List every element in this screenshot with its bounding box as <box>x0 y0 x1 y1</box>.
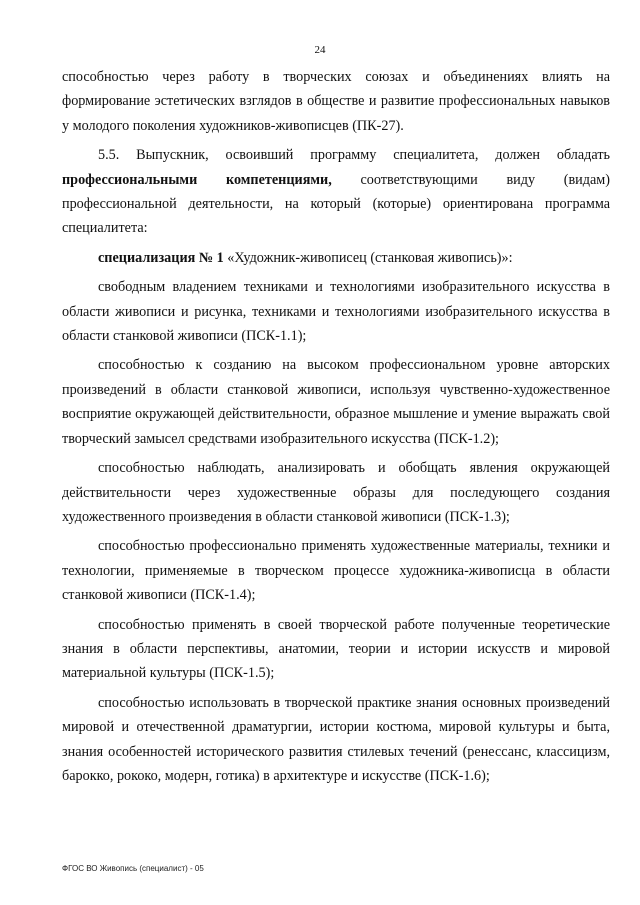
paragraph-psk-1-1: свободным владением техниками и технологиями изобразительного искусства в области живописи и рисунка, техниками и технологиями изобразительного искусства в области станковой живописи (ПСК-1.1); <box>62 279 610 345</box>
paragraph-psk-1-4: способностью профессионально применять художественные материалы, техники и технологии, применяемые в творческом процессе художника-живописца в области станковой живописи (ПСК-1.4); <box>62 538 610 604</box>
paragraph-psk-1-3: способностью наблюдать, анализировать и обобщать явления окружающей действительности через художественные образы для последующего создания художественного произведения в области станковой живописи (ПСК-1.3); <box>62 460 610 525</box>
paragraph-5-5-bold: профессиональными компетенциями, <box>62 171 332 188</box>
paragraph-5-5 <box>62 143 610 241</box>
paragraph-psk-1-5: способностью применять в своей творческой работе полученные теоретические знания в области перспективы, анатомии, теории и истории искусств и мировой материальной культуры (ПСК-1.5); <box>62 616 610 682</box>
specialization-label: специализация № 1 <box>98 249 224 266</box>
footer-document-code: ФГОС ВО Живопись (специалист) - 05 <box>62 864 204 873</box>
document-body <box>62 65 610 793</box>
specialization-heading <box>62 246 610 270</box>
paragraph-5-5-prefix: 5.5. Выпускник, освоивший программу специалитета, должен обладать <box>98 147 610 164</box>
paragraph-5-5-suffix: соответствующими виду (видам) профессиональной деятельности, на который (которые) ориентирована программа специалитета: <box>62 171 610 237</box>
paragraph-psk-1-2: способностью к созданию на высоком профессиональном уровне авторских произведений в области станковой живописи, используя чувственно-художественное восприятие окружающей действительности, образное мышление и умение выражать свой творческий замысел средствами изобразительного искусства (ПСК-1.2); <box>62 357 610 447</box>
specialization-title: «Художник-живописец (станковая живопись)»: <box>223 249 513 266</box>
paragraph-pk27: способностью через работу в творческих союзах и объединениях влиять на формирование эстетических взглядов в обществе и развитие профессиональных навыков у молодого поколения художников-живописцев (ПК-27). <box>62 69 610 134</box>
page-number: 24 <box>314 44 326 56</box>
paragraph-psk-1-6: способностью использовать в творческой практике знания основных произведений мировой и отечественной драматургии, истории костюма, мировой культуры и быта, знания особенностей исторического развития стилевых течений (ренессанс, классицизм, барокко, рококо, модерн, готика) в архитектуре и искусстве (ПСК-1.6); <box>62 694 610 784</box>
